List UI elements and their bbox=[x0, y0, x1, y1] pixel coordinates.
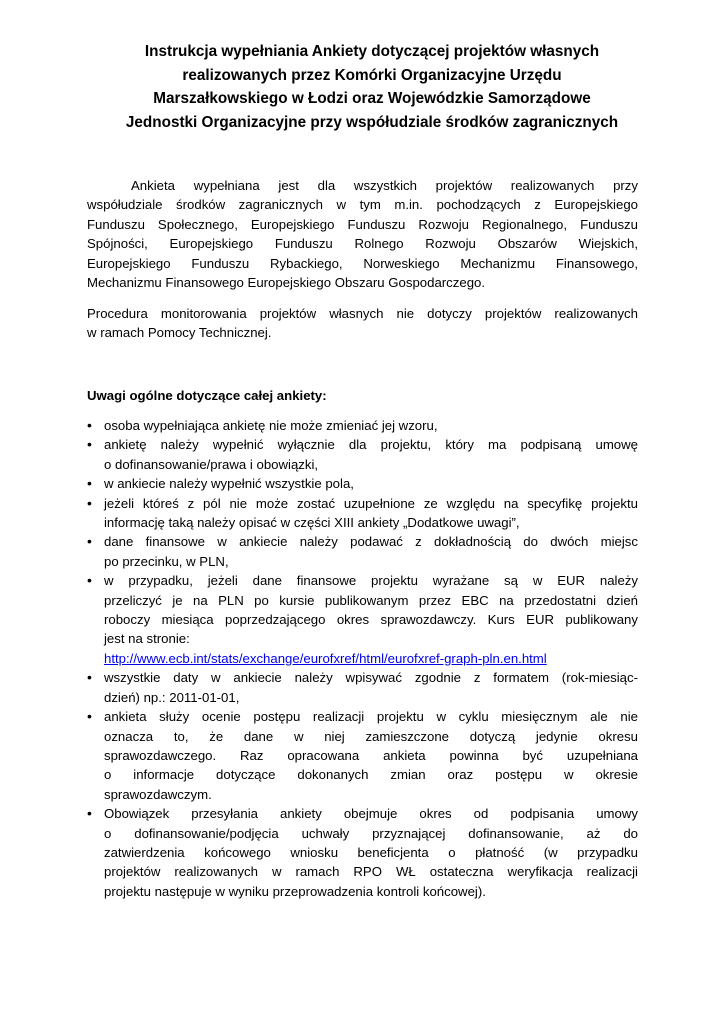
bullet-icon bbox=[87, 804, 97, 823]
bullet-icon bbox=[87, 416, 97, 435]
bullet-icon bbox=[87, 707, 97, 726]
list-item bbox=[87, 532, 638, 571]
list-item-line: wszystkie daty w ankiecie należy wpisywać zgodnie z formatem (rok-miesiąc- bbox=[104, 670, 638, 686]
ecb-exchange-rate-link[interactable]: http://www.ecb.int/stats/exchange/eurofxref/html/eurofxref-graph-pln.en.html bbox=[104, 650, 547, 666]
title-line: Marszałkowskiego w Łodzi oraz Wojewódzkie Samorządowe bbox=[153, 90, 591, 107]
list-item-line: dzień) np.: 2011-01-01, bbox=[104, 689, 240, 705]
intro-line: Ankieta wypełniana jest dla wszystkich projektów realizowanych przy bbox=[131, 178, 638, 193]
list-item-line: w ankiecie należy wypełnić wszystkie pola, bbox=[104, 476, 354, 492]
list-item bbox=[87, 804, 638, 901]
list-item-line: roboczy miesiąca poprzedzającego okres sprawozdawczy. Kurs EUR publikowany bbox=[104, 612, 638, 628]
list-item-line: o informacje dotyczące dokonanych zmian oraz postępu w okresie bbox=[104, 767, 638, 783]
list-item bbox=[87, 435, 638, 474]
list-item-line: Obowiązek przesyłania ankiety obejmuje okres od podpisania umowy bbox=[104, 806, 638, 822]
bullet-icon bbox=[87, 435, 97, 454]
list-item bbox=[87, 416, 638, 435]
list-item-line: osoba wypełniająca ankietę nie może zmieniać jej wzoru, bbox=[104, 418, 438, 433]
list-item-line: ankieta służy ocenie postępu realizacji projektu w cyklu miesięcznym ale nie bbox=[104, 709, 638, 725]
list-item-line: o dofinansowanie/prawa i obowiązki, bbox=[104, 456, 319, 472]
procedure-paragraph bbox=[87, 304, 638, 343]
list-item-line: informację taką należy opisać w części XIII ankiety „Dodatkowe uwagi”, bbox=[104, 515, 520, 531]
list-item-line: sprawozdawczym. bbox=[104, 786, 212, 802]
intro-line: Funduszu Społecznego, Europejskiego Funduszu Rozwoju Regionalnego, Funduszu bbox=[87, 216, 638, 232]
list-item-line: oznacza to, że dane w niej zamieszczone dotyczą jedynie okresu bbox=[104, 728, 638, 744]
intro-line: Spójności, Europejskiego Funduszu Rolnego Rozwoju Obszarów Wiejskich, bbox=[87, 236, 638, 252]
procedure-line: Procedura monitorowania projektów własnych nie dotyczy projektów realizowanych bbox=[87, 306, 638, 321]
bullet-icon bbox=[87, 494, 97, 513]
bullet-icon bbox=[87, 571, 97, 590]
list-item-line: dane finansowe w ankiecie należy podawać z dokładnością do dwóch miejsc bbox=[104, 534, 638, 550]
intro-line: Mechanizmu Finansowego Europejskiego Obszaru Gospodarczego. bbox=[87, 275, 486, 291]
document-title bbox=[80, 40, 664, 134]
list-item-line: projektu następuje w wyniku przeprowadzenia kontroli końcowej). bbox=[104, 883, 486, 899]
list-item bbox=[87, 668, 638, 707]
list-item-line: w przypadku, jeżeli dane finansowe projektu wyrażane są w EUR należy bbox=[104, 573, 638, 589]
list-item bbox=[87, 571, 638, 668]
list-item bbox=[87, 707, 638, 804]
list-item-line: o dofinansowanie/podjęcia uchwały przyznającej dofinansowanie, aż do bbox=[104, 825, 638, 841]
list-item-line: po przecinku, w PLN, bbox=[104, 553, 229, 569]
general-remarks-heading: Uwagi ogólne dotyczące całej ankiety: bbox=[87, 388, 327, 403]
intro-line: współudziale środków zagranicznych w tym m.in. pochodzących z Europejskiego bbox=[87, 197, 638, 213]
list-item-line: przeliczyć je na PLN po kursie publikowanym przez EBC na przedostatni dzień bbox=[104, 592, 638, 608]
list-item-line: projektów realizowanych w ramach RPO WŁ ostateczna weryfikacja realizacji bbox=[104, 864, 638, 880]
list-item-line: jeżeli któreś z pól nie może zostać uzupełnione ze względu na specyfikę projektu bbox=[104, 495, 638, 511]
bullet-icon bbox=[87, 474, 97, 493]
bullet-icon bbox=[87, 532, 97, 551]
title-line: Instrukcja wypełniania Ankiety dotyczącej projektów własnych bbox=[144, 43, 600, 60]
title-line: Jednostki Organizacyjne przy współudziale środków zagranicznych bbox=[125, 113, 619, 131]
list-item-line: ankietę należy wypełnić wyłącznie dla projektu, który ma podpisaną umowę bbox=[104, 437, 638, 453]
procedure-line: w ramach Pomocy Technicznej. bbox=[87, 325, 272, 341]
list-item bbox=[87, 474, 638, 493]
list-item-line: jest na stronie: bbox=[104, 631, 190, 647]
general-remarks-list bbox=[87, 416, 638, 901]
intro-line: Europejskiego Funduszu Rybackiego, Norweskiego Mechanizmu Finansowego, bbox=[87, 255, 638, 271]
list-item bbox=[87, 494, 638, 533]
title-line: realizowanych przez Komórki Organizacyjne Urzędu bbox=[182, 66, 562, 84]
bullet-icon bbox=[87, 668, 97, 687]
intro-paragraph bbox=[87, 176, 638, 292]
list-item-line: zatwierdzenia końcowego wniosku beneficjenta o płatność (w przypadku bbox=[104, 844, 638, 860]
list-item-line: sprawozdawczego. Raz opracowana ankieta powinna być uzupełniana bbox=[104, 747, 638, 763]
